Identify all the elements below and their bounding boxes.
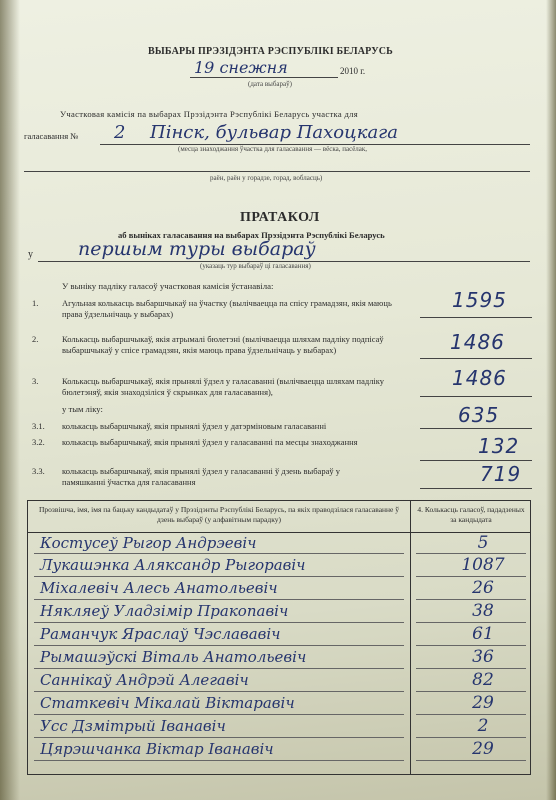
- item-1-text: Агульная колькасць выбаршчыкаў на ўчастку (вылічваецца па спісу грамадзян, якія маюць права ўдзельнічаць у выбарах): [62, 298, 392, 319]
- candidate-name: Раманчук Яраслаў Чэслававіч: [40, 625, 281, 643]
- candidate-votes: 38: [472, 601, 494, 621]
- location-caption-2: раён, раён у горадзе, горад, вобласць): [210, 174, 323, 182]
- election-date: 19 снежня: [194, 58, 288, 77]
- item-2-value: 1486: [450, 330, 505, 354]
- candidate-name: Рымашэўскі Віталь Анатольевіч: [40, 648, 307, 666]
- item-3-text: Колькасць выбаршчыкаў, якія прынялі ўдзел у галасаванні (вылічваецца шляхам падліку бюлетэняў, якія знаходзіліся ў скрынках для галасавання),: [62, 376, 385, 397]
- results-intro: У выніку падліку галасоў участковая камісія ўстанавіла:: [62, 281, 274, 291]
- candidate-votes: 2: [477, 716, 489, 736]
- including-label: у тым ліку:: [62, 404, 103, 414]
- subitem-3-1-text: колькасць выбаршчыкаў, якія прынялі ўдзел у датэрміновым галасаванні: [62, 421, 327, 431]
- candidate-votes: 29: [472, 693, 494, 713]
- location-caption-1: (месца знаходжання ўчастка для галасавання — вёска, пасёлак,: [178, 145, 368, 153]
- right-shadow: [546, 0, 556, 800]
- candidate-votes: 82: [472, 670, 494, 690]
- candidate-name: Саннікаў Андрэй Алегавіч: [40, 671, 249, 689]
- candidate-votes: 61: [472, 624, 494, 644]
- precinct-number: 2: [114, 122, 126, 143]
- candidate-name: Някляеў Уладзімір Пракопавіч: [40, 602, 289, 620]
- left-shadow: [0, 0, 20, 800]
- candidates-name-header: Прозвішча, імя, імя па бацьку кандыдатаў у Прэзідэнты Рэспублікі Беларусь, па якіх праводзілася галасаванне ў дзень выбараў (у алфавітным парадку): [38, 505, 400, 524]
- precinct-location: Пінск, бульвар Пахоцкага: [150, 122, 399, 143]
- item-3-value: 1486: [452, 366, 507, 390]
- candidate-votes: 29: [472, 739, 494, 759]
- item-1-value: 1595: [452, 288, 507, 312]
- candidate-name: Міхалевіч Алесь Анатольевіч: [40, 579, 278, 597]
- round-caption: (указаць тур выбараў ці галасавання): [200, 262, 311, 270]
- round-handwritten: першым туры выбараў: [78, 238, 316, 260]
- round-prefix: у: [28, 249, 33, 260]
- item-2-number: 2.: [32, 334, 39, 344]
- date-caption: (дата выбараў): [248, 80, 292, 88]
- candidate-name: Усс Дзмітрый Іванавіч: [40, 717, 226, 735]
- subitem-3-3-value: 719: [480, 462, 522, 486]
- candidate-name: Костусеў Рыгор Андрэевіч: [40, 534, 257, 552]
- commission-line1: Участковая камісія па выбарах Прэзідэнта Рэспублікі Беларусь участка для: [60, 109, 358, 119]
- subitem-3-1-number: 3.1.: [32, 421, 45, 431]
- item-2-text: Колькасць выбаршчыкаў, якія атрымалі бюлетэні (вылічваецца шляхам падліку подпісаў выбаршчыкаў у спісе грамадзян, якія маюць права ўдзельнічаць у выбарах): [62, 334, 384, 355]
- subitem-3-3-text: колькасць выбаршчыкаў, якія прынялі ўдзел у галасаванні ў дзень выбараў у памяшканні ўчастка для галасавання: [62, 466, 340, 487]
- protocol-subtitle: аб выніках галасавання на выбарах Прэзідэнта Рэспублікі Беларусь: [118, 230, 385, 240]
- protocol-title: ПРАТАКОЛ: [240, 210, 320, 225]
- candidate-votes: 26: [472, 578, 494, 598]
- candidates-table: [27, 500, 531, 775]
- election-title: ВЫБАРЫ ПРЭЗІДЭНТА РЭСПУБЛІКІ БЕЛАРУСЬ: [148, 46, 393, 57]
- candidate-votes: 36: [472, 647, 494, 667]
- subitem-3-1-value: 635: [458, 403, 500, 427]
- election-year: 2010 г.: [340, 66, 366, 76]
- item-1-number: 1.: [32, 298, 39, 308]
- candidates-votes-header: 4. Колькасць галасоў, пададзеных за кандыдата: [417, 505, 525, 524]
- subitem-3-3-number: 3.3.: [32, 466, 45, 476]
- subitem-3-2-text: колькасць выбаршчыкаў, якія прынялі ўдзел у галасаванні па месцы знаходжання: [62, 437, 358, 447]
- commission-line2-prefix: галасавання №: [24, 131, 79, 141]
- candidate-name: Статкевіч Мікалай Віктаравіч: [40, 694, 295, 712]
- item-3-number: 3.: [32, 376, 39, 386]
- subitem-3-2-value: 132: [478, 434, 520, 458]
- candidate-votes: 5: [477, 533, 489, 553]
- subitem-3-2-number: 3.2.: [32, 437, 45, 447]
- candidate-name: Лукашэнка Аляксандр Рыгоравіч: [40, 556, 306, 574]
- candidate-name: Цярэшчанка Віктар Іванавіч: [40, 740, 274, 758]
- candidate-votes: 1087: [461, 555, 505, 575]
